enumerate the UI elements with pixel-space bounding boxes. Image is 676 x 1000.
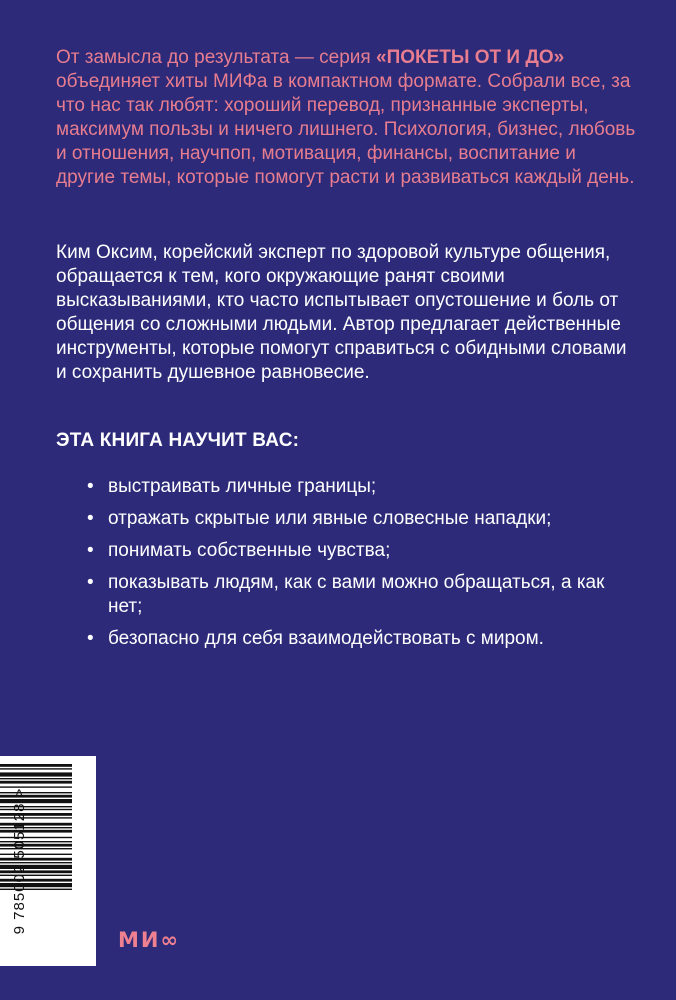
- publisher-logo: МИ∞: [118, 928, 180, 952]
- list-item-text: безопасно для себя взаимодействовать с миром.: [108, 628, 544, 649]
- list-item-text: понимать собственные чувства;: [108, 540, 391, 561]
- bullet-icon: •: [87, 508, 94, 529]
- series-intro-suffix: объединяет хиты МИФа в компактном формате. Собрали все, за что нас так любят: хороший перевод, признанные эксперты, максимум пользы и ничего лишнего. Психология, бизнес, любовь и отношения, научпоп, мотивация, финансы, воспитание и другие темы, которые помогут расти и развиваться каждый день.: [56, 71, 636, 188]
- learn-heading: ЭТА КНИГА НАУЧИТ ВАС:: [56, 430, 300, 451]
- bullet-icon: •: [87, 572, 94, 593]
- isbn-number: 9 785002 505128 >: [11, 787, 28, 935]
- bullet-icon: •: [87, 628, 94, 649]
- bullet-icon: •: [87, 540, 94, 561]
- series-intro-prefix: От замысла до результата — серия: [56, 47, 376, 68]
- list-item-text: показывать людям, как с вами можно обращаться, а как нет;: [108, 572, 605, 617]
- series-intro-paragraph: [56, 46, 636, 190]
- list-item: [56, 539, 636, 563]
- list-item: [56, 571, 636, 619]
- list-item: [56, 507, 636, 531]
- book-description: Ким Оксим, корейский эксперт по здоровой культуре общения, обращается к тем, кого окружающие ранят своими высказываниями, кто часто испытывает опустошение и боль от общения со сложными людьми. Автор предлагает действенные инструменты, которые помогут справиться с обидными словами и сохранить душевное равновесие.: [56, 242, 627, 383]
- list-item: [56, 475, 636, 499]
- learn-list: [56, 475, 636, 659]
- list-item: [56, 627, 636, 651]
- series-name: «ПОКЕТЫ ОТ И ДО»: [376, 47, 565, 68]
- isbn-barcode: [0, 756, 96, 966]
- bullet-icon: •: [87, 476, 94, 497]
- list-item-text: выстраивать личные границы;: [108, 476, 377, 497]
- list-item-text: отражать скрытые или явные словесные нападки;: [108, 508, 552, 529]
